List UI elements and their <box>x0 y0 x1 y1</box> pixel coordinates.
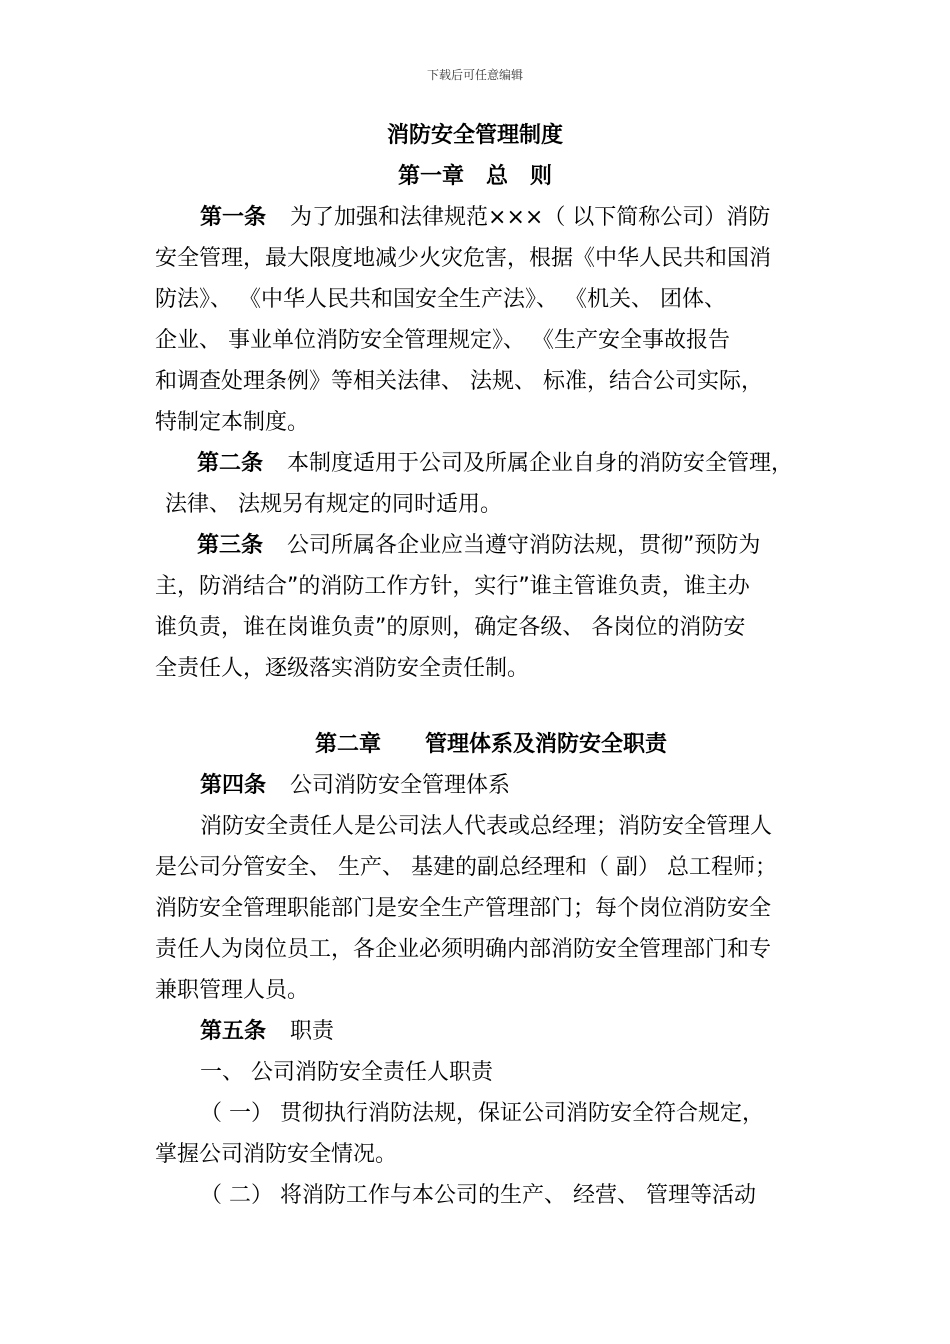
article-4-label: 第四条 <box>200 773 267 798</box>
article-5-subheading-1: 一、 公司消防安全责任人职责 <box>200 1060 493 1085</box>
article-3-line-3: 谁负责，谁在岗谁负责”的原则，确定各级、 各岗位的消防安 <box>155 615 746 640</box>
article-1-label: 第一条 <box>200 205 267 230</box>
article-5-first-line <box>200 1017 334 1047</box>
article-5-item-1-line-2: 掌握公司消防安全情况。 <box>155 1142 398 1167</box>
article-1-line-3: 防法》、 《中华人民共和国安全生产法》、 《机关、 团体、 <box>155 287 726 312</box>
article-1-line-6: 特制定本制度。 <box>155 410 310 435</box>
chapter-1-title: 第一章 总 则 <box>397 164 552 189</box>
article-1-text: 为了加强和法律规范×××（ 以下简称公司）消防 <box>290 205 771 230</box>
article-5-item-2-line-1: （ 二） 将消防工作与本公司的生产、 经营、 管理等活动 <box>200 1183 756 1208</box>
article-3-label: 第三条 <box>197 533 264 558</box>
article-2-label: 第二条 <box>197 451 264 476</box>
article-2-line-2: 法律、 法规另有规定的同时适用。 <box>165 492 502 517</box>
article-4-first-line <box>200 771 510 801</box>
article-2-first-line <box>197 449 793 479</box>
article-1-first-line <box>200 203 770 233</box>
article-4-line-2: 是公司分管安全、 生产、 基建的副总经理和（ 副） 总工程师； <box>155 855 777 880</box>
chapter-2-title: 第二章 管理体系及消防安全职责 <box>315 732 668 757</box>
article-4-line-1: 消防安全责任人是公司法人代表或总经理；消防安全管理人 <box>200 814 773 839</box>
article-5-item-1-line-1: （ 一） 贯彻执行消防法规，保证公司消防安全符合规定， <box>200 1101 764 1126</box>
article-4-line-3: 消防安全管理职能部门是安全生产管理部门；每个岗位消防安全 <box>155 896 772 921</box>
article-2-text: 本制度适用于公司及所属企业自身的消防安全管理， <box>287 451 794 476</box>
article-3-line-4: 全责任人，逐级落实消防安全责任制。 <box>155 656 530 681</box>
article-4-text: 公司消防安全管理体系 <box>290 773 511 798</box>
article-1-line-2: 安全管理，最大限度地减少火灾危害，根据《中华人民共和国消 <box>155 246 772 271</box>
document-title: 消防安全管理制度 <box>386 123 563 148</box>
article-3-text: 公司所属各企业应当遵守消防法规，贯彻”预防为 <box>287 533 761 558</box>
article-5-text: 职责 <box>290 1019 335 1044</box>
page-header-note: 下载后可任意编辑 <box>426 68 523 82</box>
article-1-line-5: 和调查处理条例》等相关法律、 法规、 标准，结合公司实际， <box>155 369 763 394</box>
article-1-line-4: 企业、 事业单位消防安全管理规定》、 《生产安全事故报告 <box>155 328 730 353</box>
article-3-first-line <box>197 531 760 561</box>
article-4-line-4: 责任人为岗位员工，各企业必须明确内部消防安全管理部门和专 <box>155 937 772 962</box>
article-4-line-5: 兼职管理人员。 <box>155 978 310 1003</box>
article-3-line-2: 主，防消结合”的消防工作方针，实行”谁主管谁负责，谁主办 <box>155 574 750 599</box>
article-5-label: 第五条 <box>200 1019 267 1044</box>
